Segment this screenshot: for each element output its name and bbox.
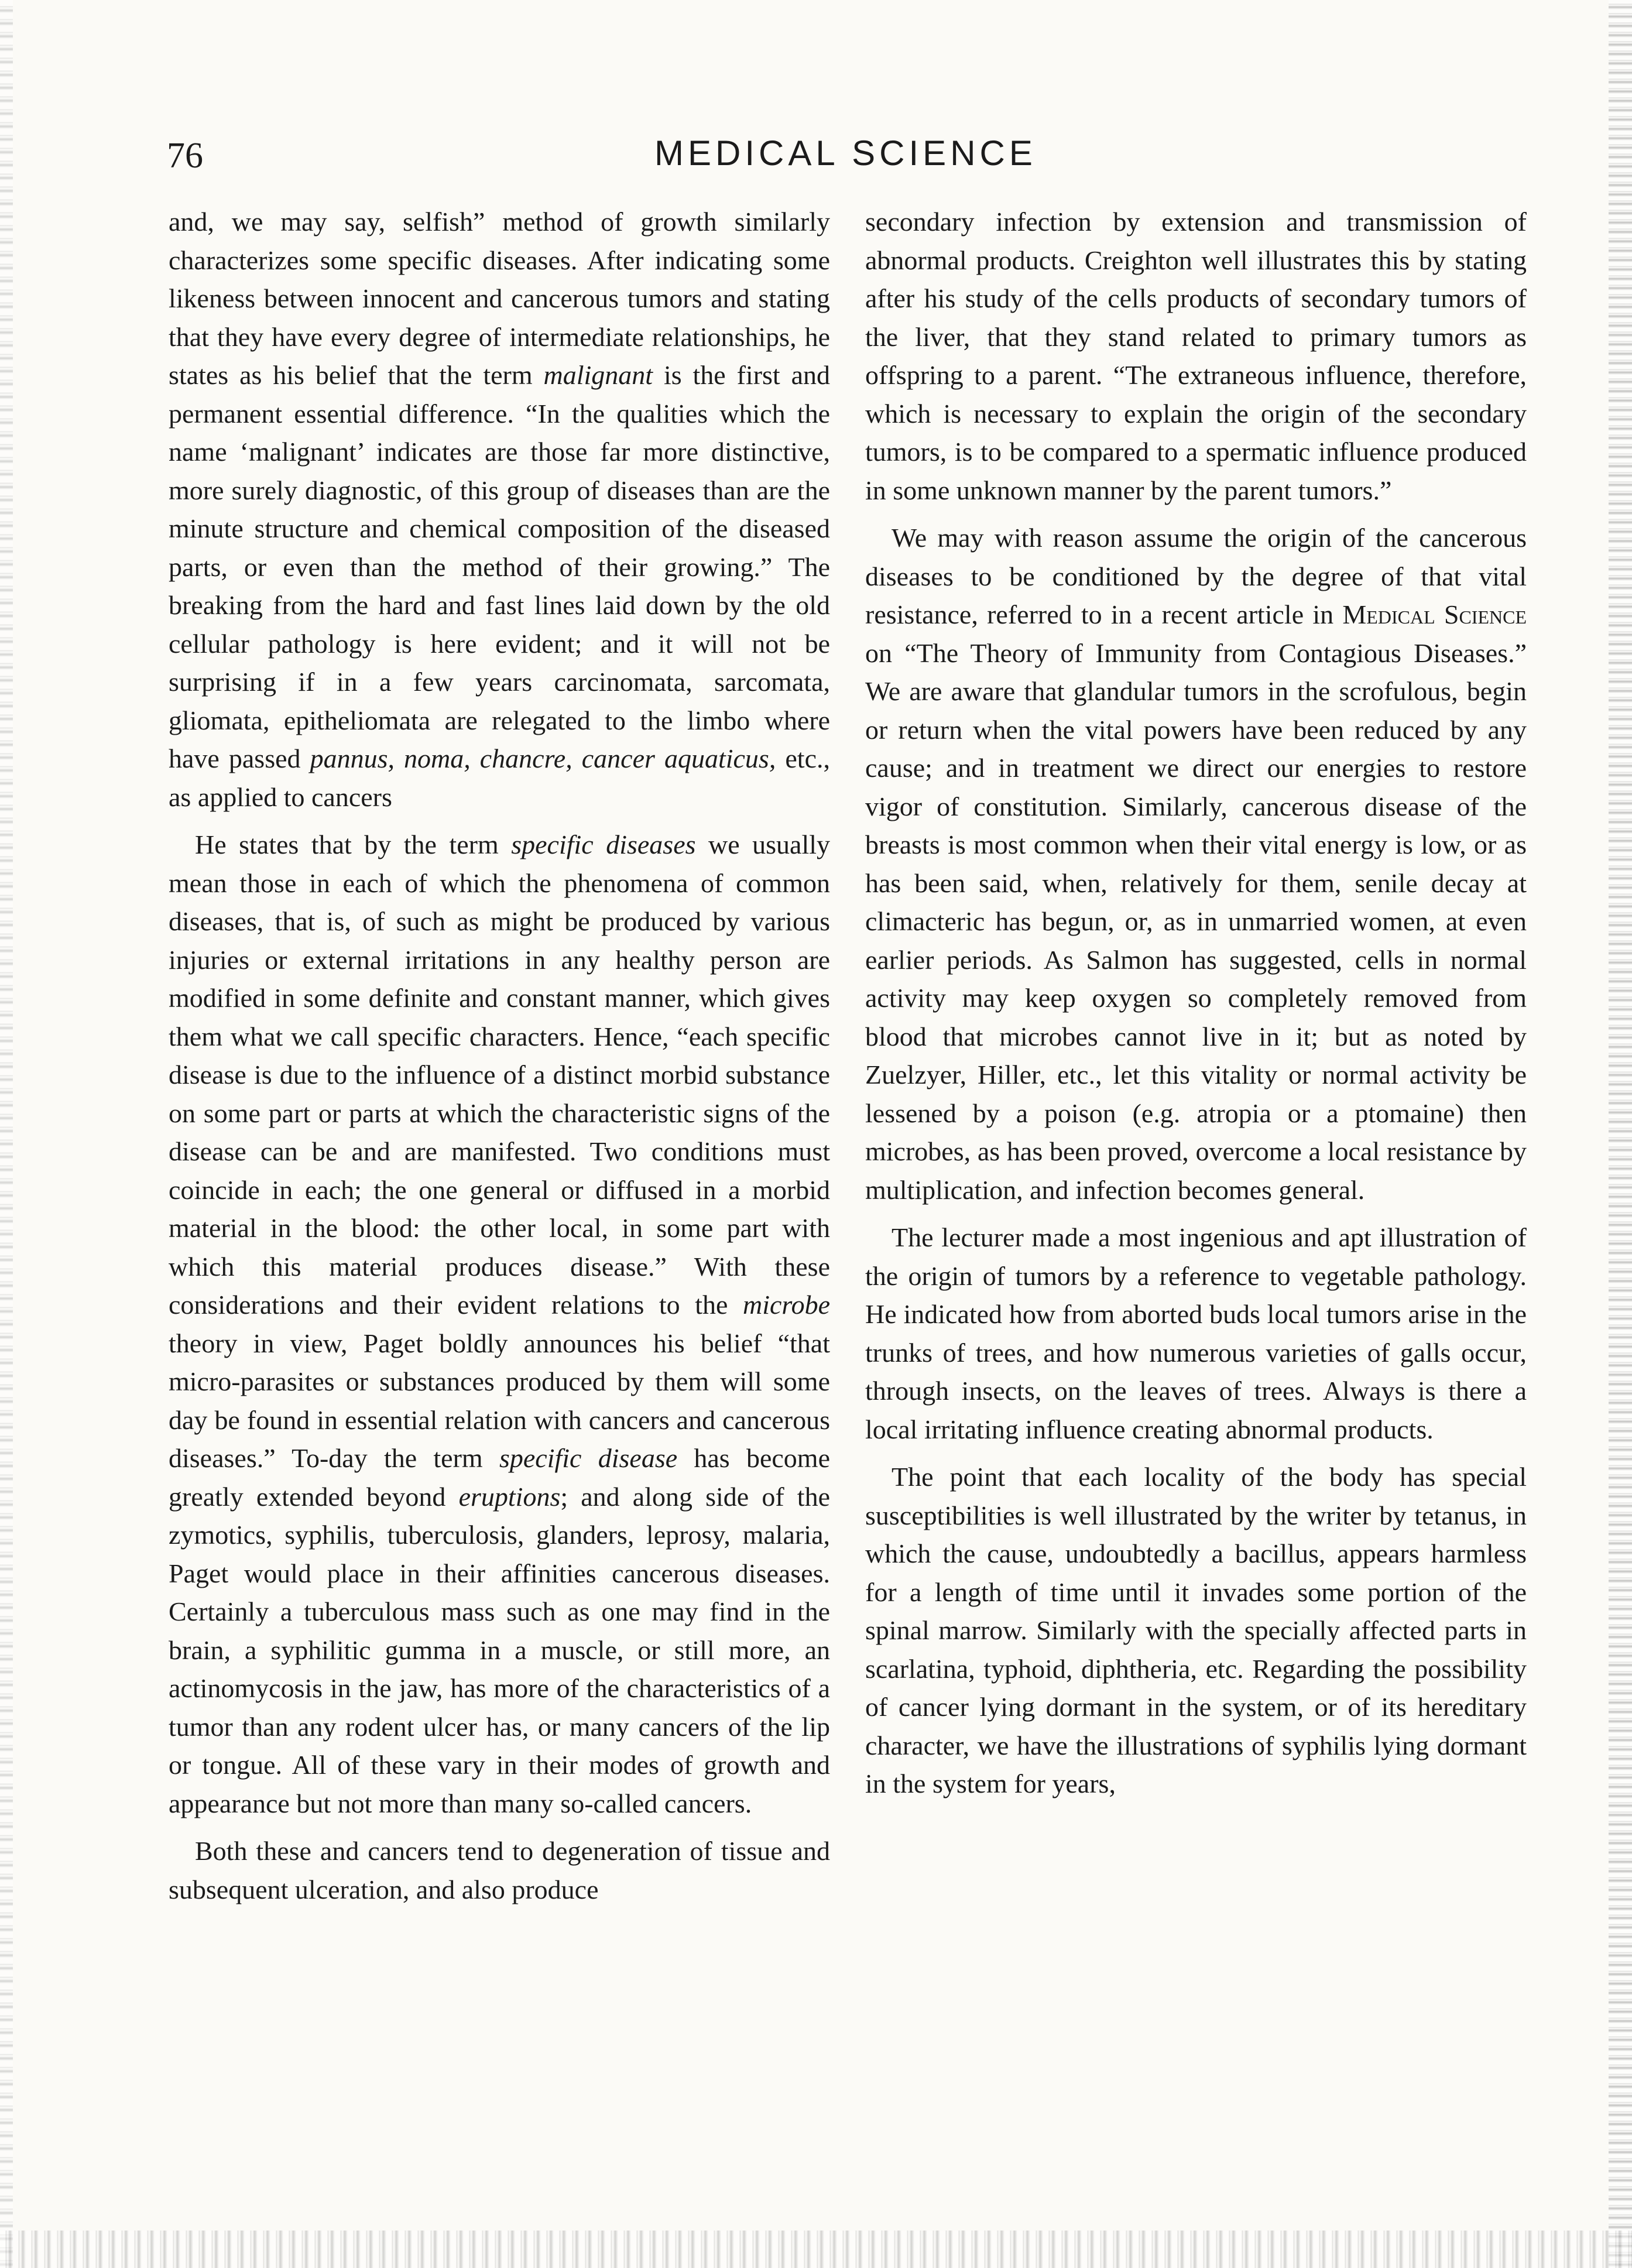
running-head: MEDICAL SCIENCE (654, 133, 1037, 173)
text: is the first and permanent essential difference. “In the qualities which the name ‘malignant’ indicates are those far more distinctive, more surely diagnostic, of this group of diseases than are the minute structure and chemical composition of the diseased parts, or even than the method of their growing.” The breaking from the hard and fast lines laid down by the old cellular pathology is here evident; and it will not be surprising if in a few years carcinomata, sarcomata, gliomata, epitheliomata are relegated to the limbo where have passed (169, 360, 830, 773)
paragraph: The point that each locality of the body has special susceptibilities is well illustrated by the writer by tetanus, in which the cause, undoubtedly a bacillus, appears harmless for a length of time until it invades some portion of the spinal marrow. Similarly with the specially affected parts in scarlatina, typhoid, diphtheria, etc. Regarding the possibility of cancer lying dormant in the system, or of its hereditary character, we have the illustrations of syphilis lying dormant in the system for years, (865, 1462, 1527, 1798)
text: has become greatly extended beyond (169, 1443, 830, 1512)
text: and, we may say, selfish” method of growth similarly characterizes some specific diseases. After indicating some likeness between innocent and cancerous tumors and stating that they have every degree of intermediate relationships, he states as his belief that the term (169, 207, 830, 390)
scan-edge-bottom (0, 2231, 1632, 2268)
paragraph: Both these and cancers tend to degeneration of tissue and subsequent ulceration, and also produce (169, 1836, 830, 1904)
text: We may with reason assume the origin of the cancerous diseases to be conditioned by the degree of that vital resistance, referred to in a recent article in (865, 523, 1527, 629)
italic-text: specific diseases (511, 830, 696, 859)
paragraph: secondary infection by extension and transmission of abnormal products. Creighton well illustrates this by stating after his study of the cells products of secondary tumors of the liver, that they stand related to primary tumors as offspring to a parent. “The extraneous influence, therefore, which is necessary to explain the origin of the secondary tumors, is to be compared to a spermatic influence produced in some unknown manner by the parent tumors.” (865, 207, 1527, 505)
paragraph (169, 203, 830, 816)
journal-name: Medical Science (1342, 599, 1527, 629)
text: we usually mean those in each of which the phenomena of common diseases, that is, of such as might be produced by various injuries or external irritations in any healthy person are modified in some definite and constant manner, which gives them what we call specific characters. Hence, “each specific disease is due to the influence of a distinct morbid substance on some part or parts at which the characteristic signs of the disease can be and are manifested. Two conditions must coincide in each; the one general or diffused in a morbid material in the blood: the other local, in some part with which this material produces disease.” With these considerations and their evident relations to the (169, 830, 830, 1320)
italic-text: specific disease (499, 1443, 678, 1473)
paragraph: The lecturer made a most ingenious and apt illustration of the origin of tumors by a reference to vegetable pathology. He indicated how from aborted buds local tumors arise in the trunks of trees, and how numerous varieties of galls occur, through insects, on the leaves of trees. Always is there a local irritating influence creating abnormal products. (865, 1222, 1527, 1444)
scan-edge-left (0, 0, 13, 2268)
italic-text: pannus, noma, chancre, cancer aquaticus, (310, 744, 776, 773)
text: etc., as applied to cancers (169, 744, 830, 812)
paragraph (865, 519, 1527, 1209)
italic-text: microbe (742, 1290, 830, 1320)
paragraph (169, 825, 830, 1822)
right-column (865, 203, 1527, 1813)
text: on “The Theory of Immunity from Contagious Diseases.” We are aware that glandular tumors in the scrofulous, begin or return when the vital powers have been reduced by any cause; and in treatment we direct our energies to restore vigor of constitution. Similarly, cancerous disease of the breasts is most common when their vital energy is low, or as has been said, when, relatively for them, senile decay at climacteric has begun, or, as in unmarried women, at even earlier periods. As Salmon has suggested, cells in normal activity may keep oxygen so completely removed from blood that microbes cannot live in it; but as noted by Zuelzyer, Hiller, etc., let this vitality or normal activity be lessened by a poison (e.g. atropia or a ptomaine) then microbes, as has been proved, overcome a local resistance by multiplication, and infection becomes general. (865, 638, 1527, 1205)
italic-text: eruptions (458, 1481, 561, 1512)
text: theory in view, Paget boldly announces his belief “that micro-parasites or substances produced by them will some day be found in essential relation with cancers and cancerous diseases.” To-day the term (169, 1328, 830, 1473)
italic-text: malignant (543, 360, 653, 390)
text: ; and along side of the zymotics, syphilis, tuberculosis, glanders, leprosy, malaria, Paget would place in their affinities cancerous diseases. Certainly a tuberculous mass such as one may find in the brain, a syphilitic gumma in a muscle, or still more, an actinomycosis in the jaw, has more of the characteristics of a tumor than any rodent ulcer has, or many cancers of the lip or tongue. All of these vary in their modes of growth and appearance but not more than many so-called cancers. (169, 1481, 830, 1818)
left-column (169, 203, 830, 1918)
text: He states that by the term (195, 830, 512, 859)
page-number: 76 (167, 136, 203, 176)
scan-edge-right (1609, 0, 1632, 2268)
